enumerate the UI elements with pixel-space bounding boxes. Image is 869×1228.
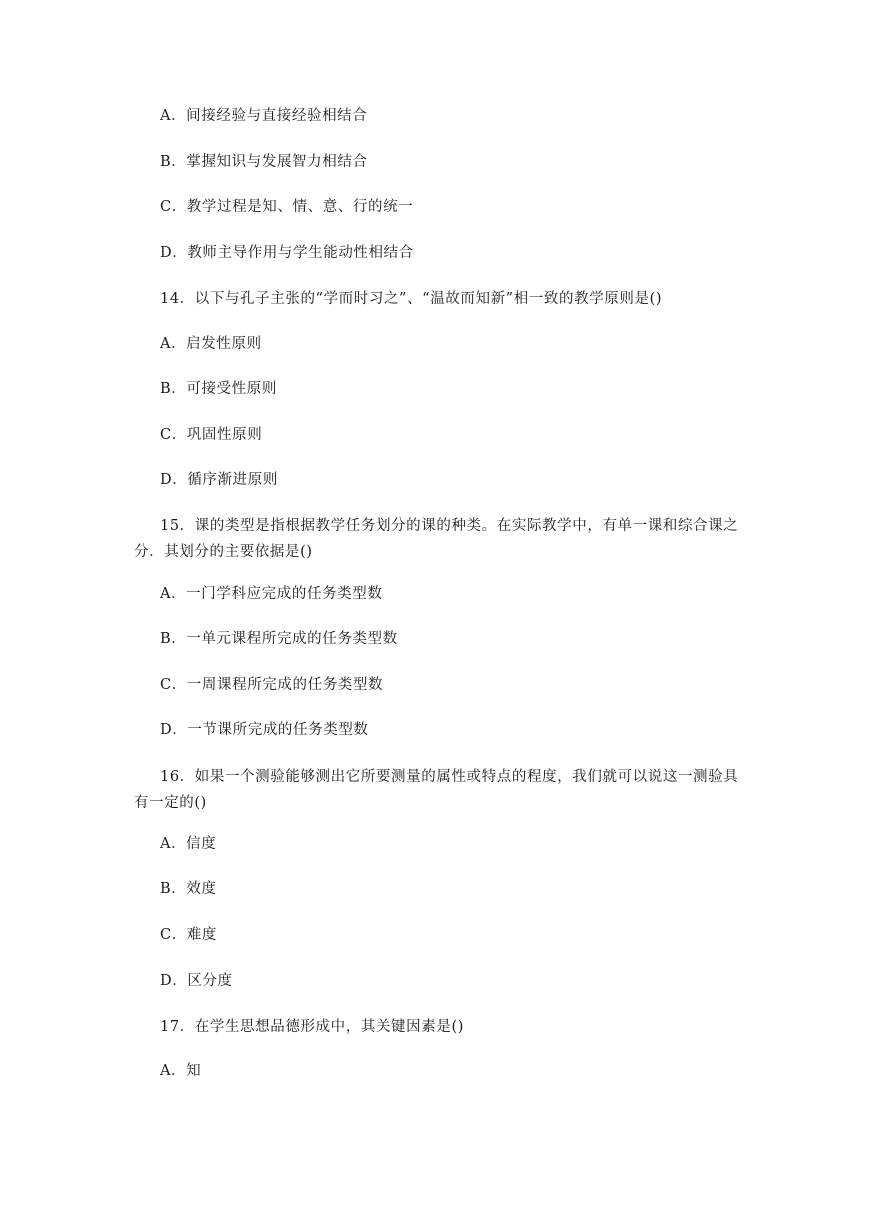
question-14: 14．以下与孔子主张的“学而时习之”、“温故而知新”相一致的教学原则是() [160, 291, 663, 307]
option-b-prev: B．掌握知识与发展智力相结合 [160, 154, 368, 170]
question-16-option-b: B．效度 [160, 881, 217, 897]
question-15: 15．课的类型是指根据教学任务划分的课的种类。在实际教学中，有单一课和综合课之分．其划分的主要依据是() [134, 518, 739, 560]
question-15-option-c: C．一周课程所完成的任务类型数 [160, 677, 384, 693]
option-c-prev: C．教学过程是知、情、意、行的统一 [160, 199, 414, 215]
question-17: 17．在学生思想品德形成中，其关键因素是() [160, 1019, 464, 1035]
question-16-option-a: A．信度 [160, 836, 217, 852]
question-16: 16．如果一个测验能够测出它所要测量的属性或特点的程度，我们就可以说这一测验具有一定的() [134, 769, 739, 811]
question-14-option-c: C．巩固性原则 [160, 427, 263, 443]
question-17-option-a: A．知 [160, 1063, 202, 1079]
option-a-prev: A．间接经验与直接经验相结合 [160, 108, 368, 124]
question-16-option-c: C．难度 [160, 927, 217, 943]
question-14-option-b: B．可接受性原则 [160, 381, 277, 397]
question-14-option-a: A．启发性原则 [160, 336, 262, 352]
option-d-prev: D．教师主导作用与学生能动性相结合 [160, 245, 414, 261]
question-15-option-b: B．一单元课程所完成的任务类型数 [160, 631, 398, 647]
question-15-option-d: D．一节课所完成的任务类型数 [160, 722, 369, 738]
question-16-option-d: D．区分度 [160, 973, 233, 989]
question-15-option-a: A．一门学科应完成的任务类型数 [160, 586, 383, 602]
question-14-option-d: D．循序渐进原则 [160, 472, 278, 488]
